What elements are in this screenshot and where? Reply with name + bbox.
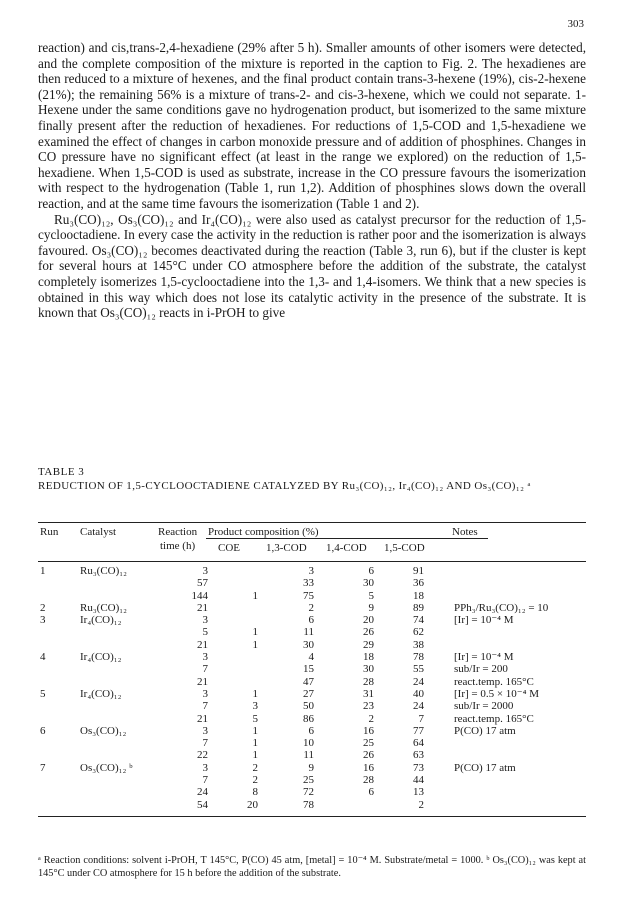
table-bottom-rule (38, 816, 586, 817)
table-row (38, 737, 586, 749)
cell-13cod: 75 (303, 589, 314, 602)
cell-notes: P(CO) 17 atm (454, 724, 516, 737)
cell-coe: 1 (252, 687, 258, 700)
header-15cod: 1,5-COD (384, 542, 425, 554)
cell-15cod: 38 (413, 638, 424, 651)
cell-13cod: 15 (303, 663, 314, 676)
cell-14cod: 9 (368, 601, 374, 614)
cell-coe: 1 (252, 638, 258, 651)
cell-15cod: 73 (413, 761, 424, 774)
cell-14cod: 29 (363, 638, 374, 651)
cell-coe: 1 (252, 589, 258, 602)
table-footnote: ᵃ Reaction conditions: solvent i-PrOH, T 145°C, P(CO) 45 atm, [metal] = 10⁻⁴ M. Substrate/metal = 1000. ᵇ Os₃(CO)₁₂ was kept at 145°C under CO atmosphere for 15 h before the addition of the substrate. (38, 855, 586, 879)
cell-time: 3 (202, 614, 208, 627)
table-row (38, 626, 586, 638)
cell-14cod: 16 (363, 724, 374, 737)
cell-14cod: 28 (363, 675, 374, 688)
cell-catalyst: Os₃(CO)₁₂ (80, 724, 127, 737)
cell-14cod: 18 (363, 651, 374, 664)
cell-15cod: 2 (418, 798, 424, 811)
cell-notes: PPh₃/Ru₃(CO)₁₂ = 10 (454, 601, 549, 614)
cell-time: 5 (202, 626, 208, 639)
table-row (38, 688, 586, 700)
table-row (38, 700, 586, 712)
table-caption (38, 465, 586, 493)
cell-notes: sub/Ir = 200 (454, 663, 508, 676)
cell-time: 3 (202, 651, 208, 664)
cell-coe: 2 (252, 774, 258, 787)
cell-time: 54 (197, 798, 208, 811)
table-header (38, 523, 586, 561)
table-row (38, 774, 586, 786)
cell-15cod: 7 (418, 712, 424, 725)
header-time-line2: time (h) (160, 540, 196, 552)
cell-13cod: 47 (303, 675, 314, 688)
cell-15cod: 55 (413, 663, 424, 676)
cell-notes: [Ir] = 10⁻⁴ M (454, 614, 514, 627)
cell-run: 7 (40, 761, 46, 774)
header-14cod: 1,4-COD (326, 542, 367, 554)
cell-run: 5 (40, 687, 46, 700)
cell-15cod: 77 (413, 724, 424, 737)
table-row (38, 614, 586, 626)
cell-15cod: 24 (413, 700, 424, 713)
cell-time: 21 (197, 712, 208, 725)
cell-run: 1 (40, 565, 46, 577)
cell-13cod: 78 (303, 798, 314, 811)
cell-time: 7 (202, 663, 208, 676)
cell-notes: sub/Ir = 2000 (454, 700, 514, 713)
cell-catalyst: Ir₄(CO)₁₂ (80, 614, 122, 627)
cell-notes: [Ir] = 10⁻⁴ M (454, 651, 514, 664)
cell-14cod: 20 (363, 614, 374, 627)
table-row (38, 577, 586, 589)
cell-15cod: 64 (413, 737, 424, 750)
cell-time: 3 (202, 724, 208, 737)
cell-run: 3 (40, 614, 46, 627)
cell-time: 3 (202, 761, 208, 774)
cell-14cod: 30 (363, 663, 374, 676)
page-number: 303 (567, 18, 584, 30)
cell-14cod: 6 (368, 786, 374, 799)
cell-notes: P(CO) 17 atm (454, 761, 516, 774)
cell-15cod: 91 (413, 565, 424, 577)
cell-catalyst: Ir₄(CO)₁₂ (80, 687, 122, 700)
cell-catalyst: Ru₃(CO)₁₂ (80, 565, 127, 577)
cell-run: 4 (40, 651, 46, 664)
cell-15cod: 13 (413, 786, 424, 799)
cell-15cod: 62 (413, 626, 424, 639)
cell-15cod: 40 (413, 687, 424, 700)
cell-time: 7 (202, 700, 208, 713)
table-row (38, 762, 586, 774)
header-catalyst: Catalyst (80, 526, 117, 538)
header-time-line1: Reaction (158, 526, 198, 538)
cell-time: 7 (202, 737, 208, 750)
cell-13cod: 10 (303, 737, 314, 750)
cell-15cod: 36 (413, 577, 424, 590)
cell-13cod: 11 (303, 626, 314, 639)
table-row (38, 590, 586, 602)
cell-time: 21 (197, 601, 208, 614)
data-table (38, 522, 586, 817)
cell-14cod: 16 (363, 761, 374, 774)
cell-catalyst: Ru₃(CO)₁₂ (80, 601, 127, 614)
cell-time: 144 (191, 589, 208, 602)
cell-13cod: 27 (303, 687, 314, 700)
cell-15cod: 63 (413, 749, 424, 762)
header-product-composition: Product composition (%) (208, 526, 319, 538)
cell-time: 22 (197, 749, 208, 762)
cell-13cod: 50 (303, 700, 314, 713)
cell-14cod: 30 (363, 577, 374, 590)
cell-notes: react.temp. 165°C (454, 675, 534, 688)
table-row (38, 749, 586, 761)
cell-run: 6 (40, 724, 46, 737)
table-row (38, 565, 586, 577)
cell-coe: 2 (252, 761, 258, 774)
cell-14cod: 5 (368, 589, 374, 602)
cell-coe: 1 (252, 749, 258, 762)
table-row (38, 676, 586, 688)
cell-coe: 1 (252, 626, 258, 639)
cell-time: 3 (202, 687, 208, 700)
cell-time: 24 (197, 786, 208, 799)
cell-catalyst: Os₃(CO)₁₂ ᵇ (80, 761, 133, 774)
cell-time: 3 (202, 565, 208, 577)
table-row (38, 663, 586, 675)
table-row (38, 651, 586, 663)
cell-13cod: 6 (308, 614, 314, 627)
table-title: REDUCTION OF 1,5-CYCLOOCTADIENE CATALYZED BY Ru₃(CO)₁₂, Ir₄(CO)₁₂ AND Os₃(CO)₁₂ ᵃ (38, 480, 531, 492)
cell-14cod: 2 (368, 712, 374, 725)
cell-time: 7 (202, 774, 208, 787)
paragraph: reaction) and cis,trans-2,4-hexadiene (29% after 5 h). Smaller amounts of other isomers were detected, and the complete composition of the mixture is reported in the caption to Fig. 2. The hexadienes are then reduced to a mixture of hexenes, and the final product contain trans-3-hexene (19%), cis-2-hexene (21%); the remaining 56% is a mixture of trans-2- and cis-3-hexene, which we could not separate. 1-Hexene under the same conditions gave no hydrogenation product, but isomerized to the same mixture finally present after the reduction of hexadienes. For reductions of 1,5-COD and 1,5-hexadiene we examined the effect of changes in carbon monoxide pressure and of addition of phosphines. Changes in CO pressure have no significant effect (at least in the range we explored) on the reduction of 1,5-hexadiene. When 1,5-COD is used as substrate, increase in the CO pressure favours the isomerization with respect to the hydrogenation (Table 1, run 1,2). Addition of phosphines slows down the overall reaction, and at the same time favours the isomerization (Table 1 and 2). (38, 40, 586, 211)
table-row (38, 602, 586, 614)
cell-14cod: 25 (363, 737, 374, 750)
cell-13cod: 33 (303, 577, 314, 590)
table-row (38, 725, 586, 737)
cell-coe: 20 (247, 798, 258, 811)
cell-coe: 5 (252, 712, 258, 725)
cell-14cod: 26 (363, 626, 374, 639)
header-13cod: 1,3-COD (266, 542, 307, 554)
cell-15cod: 78 (413, 651, 424, 664)
cell-coe: 3 (252, 700, 258, 713)
cell-15cod: 24 (413, 675, 424, 688)
header-run: Run (40, 526, 59, 538)
cell-run: 2 (40, 601, 46, 614)
header-coe: COE (218, 542, 240, 554)
table-row (38, 639, 586, 651)
cell-time: 21 (197, 638, 208, 651)
cell-15cod: 18 (413, 589, 424, 602)
cell-notes: react.temp. 165°C (454, 712, 534, 725)
cell-15cod: 74 (413, 614, 424, 627)
body-text (38, 40, 586, 321)
table-body (38, 562, 586, 811)
cell-13cod: 72 (303, 786, 314, 799)
cell-13cod: 30 (303, 638, 314, 651)
cell-notes: [Ir] = 0.5 × 10⁻⁴ M (454, 687, 539, 700)
cell-13cod: 86 (303, 712, 314, 725)
cell-13cod: 25 (303, 774, 314, 787)
table-row (38, 799, 586, 811)
cell-time: 21 (197, 675, 208, 688)
cell-coe: 1 (252, 724, 258, 737)
table-row (38, 713, 586, 725)
cell-14cod: 6 (368, 565, 374, 577)
cell-15cod: 44 (413, 774, 424, 787)
cell-14cod: 26 (363, 749, 374, 762)
table-label: TABLE 3 (38, 466, 85, 478)
paragraph: Ru₃(CO)₁₂, Os₃(CO)₁₂ and Ir₄(CO)₁₂ were also used as catalyst precursor for the reduction of 1,5-cyclooctadiene. In every case the activity in the reduction is rather poor and the isomerization is always favoured. Os₃(CO)₁₂ becomes deactivated during the reaction (Table 3, run 6), but if the cluster is kept for several hours at 145°C under CO atmosphere before the addition of the substrate, the catalyst completely isomerizes 1,5-cyclooctadiene into the 1,3- and 1,4-isomers. We think that a new species is obtained in this way which does not lose its catalytic activity in the presence of the substrate. It is known that Os₃(CO)₁₂ reacts in i-PrOH to give (38, 211, 586, 321)
header-notes: Notes (452, 526, 478, 538)
cell-14cod: 28 (363, 774, 374, 787)
cell-15cod: 89 (413, 601, 424, 614)
cell-13cod: 4 (308, 651, 314, 664)
cell-14cod: 23 (363, 700, 374, 713)
cell-catalyst: Ir₄(CO)₁₂ (80, 651, 122, 664)
cell-coe: 1 (252, 737, 258, 750)
table-row (38, 786, 586, 798)
cell-time: 57 (197, 577, 208, 590)
cell-14cod: 31 (363, 687, 374, 700)
cell-13cod: 6 (308, 724, 314, 737)
cell-13cod: 9 (308, 761, 314, 774)
cell-coe: 8 (252, 786, 258, 799)
header-subrule (206, 538, 488, 539)
cell-13cod: 11 (303, 749, 314, 762)
cell-13cod: 2 (308, 601, 314, 614)
cell-13cod: 3 (308, 565, 314, 577)
